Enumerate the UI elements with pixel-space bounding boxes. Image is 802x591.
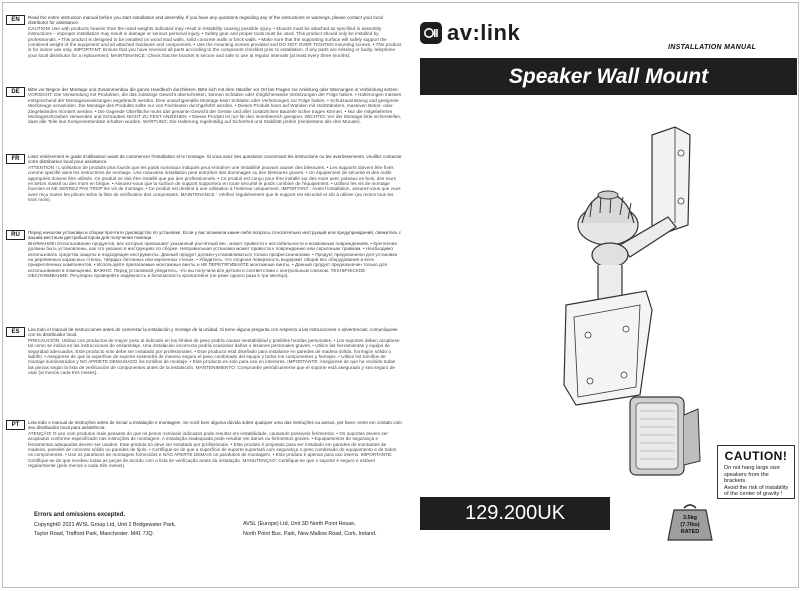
lang-block-es bbox=[6, 327, 402, 405]
lang-lead: Lea todo el manual de instrucciones antes de comenzar la instalación y montaje de la unidad. Si tiene alguna pregunta con respecto a las instrucciones o advertencias, comuníquese con su distribuidor local. bbox=[28, 327, 398, 338]
lang-block-fr bbox=[6, 154, 402, 226]
lang-block-pt bbox=[6, 420, 402, 500]
lang-body: ATENÇÃO! O uso com produtos mais pesados do que os pesos nominais indicados pode resultar em instabilidade, causando possíveis ferimentos. • Os suportes devem ser acoplados conforme especificado nas instruções de montagem. A instalação inadequada pode resultar em danos ou ferimentos graves. • Equipamentos de segurança e ferramentas adequadas devem ser usados. Este produto só deve ser instalado por profissionais. • Este produto é projetado para ser instalado em paredes de montantes de madeira, paredes de concreto sólido ou paredes de tijolo. • Certifique-se de que a superfície de suporte suportará com segurança o peso combinado do equipamento e de todos os componentes. • Use os parafusos de montagem fornecidos e NÃO APERTE DEMAIS os parafusos de montagem. • Este produto é apenas para uso interno. IMPORTANTE: Certifique-se de que recebeu todas as peças de acordo com a lista de verificação antes da instalação. MANUTENÇÃO: Certifique-se que o suporte é seguro e estável regularmente (pelo menos a cada três meses). bbox=[28, 430, 397, 469]
lang-block-en bbox=[6, 15, 402, 95]
lang-lead: Перед началом установки и сборки прочтите руководство по установке. Если у вас возникли какие-либо вопросы относительно инструкций или предупреждений, свяжитесь с вашим местным дистрибьютором для получения помощи. bbox=[28, 230, 402, 241]
lang-text bbox=[28, 420, 402, 469]
weight-badge-icon bbox=[666, 502, 714, 542]
lang-text bbox=[28, 15, 402, 58]
wall-plate bbox=[652, 127, 690, 233]
footer-uk bbox=[34, 511, 176, 540]
lang-code-tag: ES bbox=[6, 327, 25, 337]
caution-line: speakers from the brackets. bbox=[724, 471, 769, 485]
lang-body: ВНИМАНИЕ! Использование продуктов, вес которых превышает указанный расчётный вес, может привести к нестабильности и возможным повреждениям. • Крепления должны быть установлены, как это указано в инструкциях по сборке. Неправильная установка может привести к повреждению или серьёзным травмам. • Необходимо использовать средства защиты и подходящие инструменты. Данный продукт должен устанавливаться только профессионалами. • Продукт предназначен для установки на деревянных каркасных стенах, твёрдых бетонных или кирпичных стенах. • Убедитесь, что опорная поверхность выдержит общий вес оборудования и всех прикрепленных компонентов. • Используйте прилагаемые монтажные винты и НЕ ПЕРЕТЯГИВАЙТЕ монтажные винты. • Данный продукт предназначен только для использования в помещении. ВАЖНО: Перед установкой убедитесь, что вы получили все детали в соответствии с контрольным списком. ТЕХНИЧЕСКОЕ ОБСЛУЖИВАНИЕ: Регулярно проверяйте надёжность и безопасность кронштейна (не реже одного раза в три месяца). bbox=[28, 240, 398, 279]
brand-logo bbox=[420, 21, 520, 45]
lang-block-de bbox=[6, 87, 402, 155]
tension-knob bbox=[578, 191, 638, 245]
speaker-mount-drawing bbox=[470, 105, 750, 485]
caution-title: CAUTION! bbox=[724, 449, 788, 463]
caution-line: of the center of gravity ! bbox=[724, 491, 783, 498]
caution-box bbox=[717, 445, 795, 499]
lang-code-tag: EN bbox=[6, 15, 25, 25]
weight-lbs: (7.7lbs) bbox=[680, 522, 700, 528]
copyright-line: Copyright© 2021 AVSL Group Ltd, Unit 2 Bridgewater Park, bbox=[34, 521, 176, 528]
lang-code-tag: PT bbox=[6, 420, 25, 430]
lang-block-ru bbox=[6, 230, 402, 318]
caution-line: Avoid the risk of instability bbox=[724, 484, 789, 491]
lang-code-tag: FR bbox=[6, 154, 25, 164]
product-title: Speaker Wall Mount bbox=[508, 65, 709, 88]
model-bar bbox=[420, 497, 610, 530]
europe-address-line2: North Point Bus. Park, New Mallow Road, Cork, Ireland. bbox=[243, 530, 377, 537]
lang-lead: Bitte vor Beginn der Montage und Zusammenbau die ganze Handbuch durchlesen. Bitte sich mit dem Händler vor Ort bei Fragen zur Anleitung oder Warnungen in Verbindung setzen. bbox=[28, 87, 399, 92]
brand-name: av:link bbox=[447, 20, 521, 45]
speaker-plate bbox=[564, 291, 652, 405]
footer-europe bbox=[243, 520, 377, 539]
lang-lead: Leia todo o manual de instruções antes de iniciar a instalação e montagem. Se você tiver alguma dúvida sobre qualquer uma das instruções ou avisos, por favor, entre em contato com seu distribuidor local para assistência. bbox=[28, 420, 402, 431]
lang-body: CAUTION! Use with products heavier than the rated weights indicated may result in instability causing possible injury. • Mounts must be attached as specified in assembly instructions – improper installation may result in damage or serious personal injury. • Safety gear and proper tools must be used. This product should only be installed by professionals. • This product is designed to be installed on wood stud walls, solid concrete walls or brick walls. • Make sure that the supporting surface will safely support the combined weight of the equipment and all attached hardware and components. • Use the mounting screws provided and DO NOT OVER TIGHTEN mounting screws. • This product is for indoor use only. IMPORTANT: Ensure that you have received all parts according to the component checklist prior to installation. If any parts are missing or faulty, telephone your local distributor for a replacement. MAINTENANCE: Check that the bracket is secure and safe to use at regular intervals (at least every three months). bbox=[28, 25, 402, 58]
lang-text bbox=[28, 154, 402, 203]
model-number: 129.200UK bbox=[464, 502, 566, 524]
weight-kg: 3.5kg bbox=[682, 515, 698, 521]
lang-body: PRECAUCIÓN: Utilizar con productos de mayor peso al indicado en los límites de peso podría causar inestabilidad y posibles heridas personales. • Los soportes deben acoplarse tal como se indica en las instrucciones de ensamblaje. Una instalación incorrecta podría ocasionar daños o lesiones personales graves. • Utilice las herramientas y equipo de seguridad adecuados. Este producto solo debe ser instalado por profesionales. • Este producto está diseñado para instalarse en paredes de madera sólida, hormigón sólido o ladrillo. • Asegúrese de que la superficie de soporte sostendrá de manera segura el peso combinado del equipo y todos los componentes y herrajes. • Utilice los tornillos de montaje suministrados y NO APRIETE DEMASIADO los tornillos de montaje. • Este producto es solo para uso en interiores. IMPORTANTE: Asegúrese de que ha recibido todas las piezas según la lista de verificación de componentes antes de la instalación. MANTENIMIENTO: Compruebe periódicamente que el soporte está asegurado y sea seguro de usar (al menos cada tres meses). bbox=[28, 337, 400, 376]
lang-body: ATTENTION ! L'utilisation de produits plus lourds que les poids nominaux indiqués peut entraîner une instabilité pouvant causer des blessures. • Les supports doivent être fixés comme spécifié dans les instructions de montage. Une mauvaise installation peut entraîner des dommages ou des blessures graves. • Un équipement de sécurité et des outils appropriés doivent être utilisés. Ce produit ne doit être installé que par des professionnels. • Ce produit est conçu pour être installé sur des murs avec poteaux en bois, des murs en béton massif ou des murs en brique. • Assurez-vous que la surface de support supportera en toute sécurité le poids combiné de l'équipement. • Utilisez les vis de montage fournies et NE SERREZ PAS TROP les vis de montage. • Ce produit est destiné à une utilisation à l'intérieur uniquement. IMPORTANT : Avant l'installation, assurez-vous que vous avez reçu toutes les pièces selon la liste de vérification des composants. MAINTENANCE : Vérifiez régulièrement que le support est sécurisé et sûr à utiliser (au moins tous les trois mois). bbox=[28, 164, 401, 203]
lang-code-tag: RU bbox=[6, 230, 25, 240]
lang-text bbox=[28, 87, 402, 125]
errors-notice: Errors and omissions excepted. bbox=[34, 512, 126, 518]
title-bar bbox=[420, 58, 797, 95]
installation-manual-label: INSTALLATION MANUAL bbox=[668, 44, 757, 51]
lang-code-tag: DE bbox=[6, 87, 25, 97]
europe-address-line1: AVSL (Europe) Ltd, Unit 3D North Point House, bbox=[243, 521, 356, 527]
caution-line: Do not hang large size bbox=[724, 465, 780, 471]
weight-rated: RATED bbox=[680, 529, 700, 535]
lang-text bbox=[28, 327, 402, 376]
lang-lead: Read the entire instruction manual before you start installation and assembly. If you have any questions regarding any of the instructions or warnings, please contact your local distributor for assistance. bbox=[28, 15, 383, 26]
copyright-address: Taylor Road, Trafford Park, Manchester. M41 7JQ. bbox=[34, 531, 155, 537]
caution-body bbox=[718, 463, 794, 498]
lang-text bbox=[28, 230, 402, 279]
speaker-box-drawing bbox=[630, 397, 700, 475]
lang-body: VORSICHT: Die Verwendung mit Produkten, die das zulässige Gewicht überschreiten, können Schäden oder möglicherweise Verletzungen der Folge haben. • Halterungen müssen entsprechend der Montageanweisungen angebracht werden. Eine unsachgemäße Montage kann Schäden oder Verletzungen zur Folge haben. • Schutzausrüstung und geeignete Werkzeuge verwenden. Die Montage des Produkts sollte nur von Fachleuten durchgeführt werden. • Dieses Produkt kann auf Wänden mit Holzständern, massiven Beton- oder Ziegelwänden montiert werden. • Die tragende Oberfläche muss das gesamte Gewicht der Geräte und aller zusätzlichen Bauteile sicher tragen können. • Nur die mitgelieferten Montageschrauben verwenden und Schrauben NICHT ZU FEST ANZIEHEN. • Dieses Produkt ist nur für den Innenbereich geeignet. WICHTIG: Vor der Montage bitte sicherstellen, dass alle Teile laut Komponentenliste erhalten wurden. WARTUNG: Die Halterung regelmäßig auf Sicherheit und Stabilität prüfen (mindestens alle drei Monate). bbox=[28, 92, 402, 125]
avlink-logo-icon bbox=[420, 22, 442, 44]
lang-lead: Lisez entièrement le guide d'utilisateur avant de commencer l'installation et le montage. Si vous avez des questions concernant les instructions ou les avertissements, veuillez contacter votre distributeur local pour assistance. bbox=[28, 154, 402, 165]
